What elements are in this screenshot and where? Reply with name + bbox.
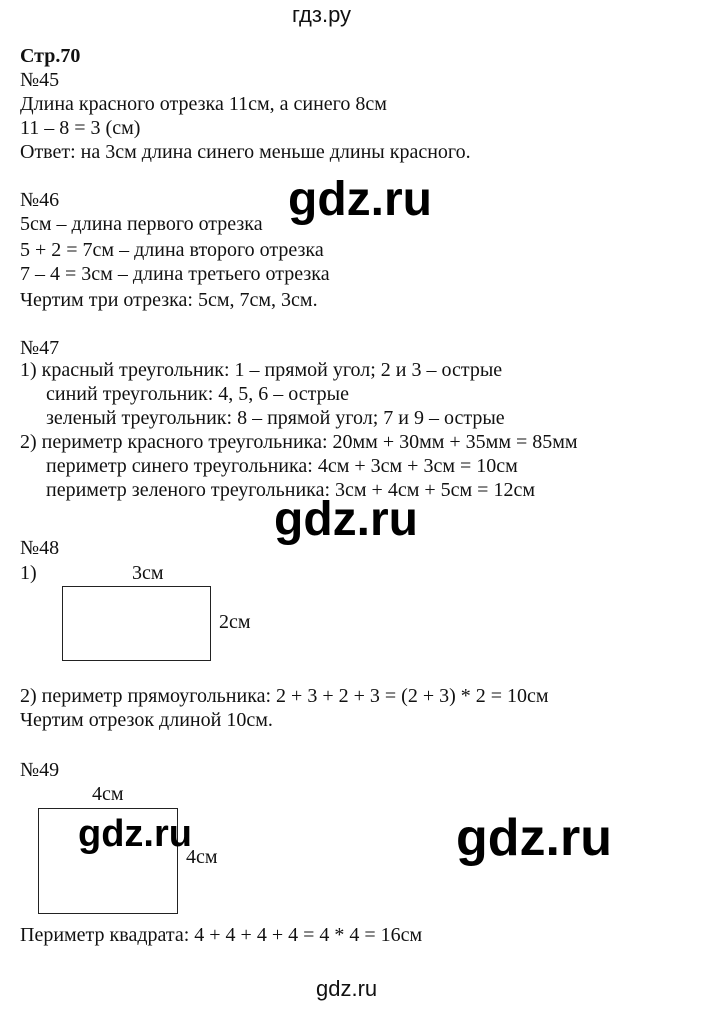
watermark: gdz.ru — [456, 809, 612, 867]
task-45-line: Длина красного отрезка 11см, а синего 8см — [20, 93, 387, 115]
rectangle-width-label: 3см — [132, 562, 164, 584]
task-45-line: 11 – 8 = 3 (см) — [20, 117, 141, 139]
watermark: gdz.ru — [288, 173, 432, 226]
rectangle-figure — [62, 586, 211, 661]
task-46-number: №46 — [20, 189, 60, 211]
task-49-number: №49 — [20, 759, 60, 781]
site-header: гдз.ру — [292, 2, 352, 27]
task-47-number: №47 — [20, 337, 60, 359]
page-title: Стр.70 — [20, 45, 81, 67]
task-48-line: Чертим отрезок длиной 10см. — [20, 709, 273, 731]
square-side-label-top: 4см — [92, 783, 124, 805]
rectangle-height-label: 2см — [219, 611, 251, 633]
task-48-number: №48 — [20, 537, 60, 559]
square-side-label-right: 4см — [186, 846, 218, 868]
watermark: gdz.ru — [274, 493, 418, 546]
watermark: gdz.ru — [78, 813, 192, 855]
task-46-line: 7 – 4 = 3см – длина третьего отрезка — [20, 263, 330, 285]
task-46-line: Чертим три отрезка: 5см, 7см, 3см. — [20, 289, 318, 311]
task-45-number: №45 — [20, 69, 60, 91]
task-48-item-1: 1) — [20, 562, 37, 584]
task-48-line: 2) периметр прямоугольника: 2 + 3 + 2 + 3 = (2 + 3) * 2 = 10см — [20, 685, 549, 707]
site-footer: gdz.ru — [316, 976, 378, 1001]
task-47-line: периметр синего треугольника: 4см + 3см + 3см = 10см — [46, 455, 518, 477]
task-46-line: 5см – длина первого отрезка — [20, 213, 263, 235]
task-46-line: 5 + 2 = 7см – длина второго отрезка — [20, 239, 324, 261]
task-47-line: синий треугольник: 4, 5, 6 – острые — [46, 383, 349, 405]
task-47-line: 1) красный треугольник: 1 – прямой угол; 2 и 3 – острые — [20, 359, 503, 381]
task-47-line: зеленый треугольник: 8 – прямой угол; 7 и 9 – острые — [46, 407, 505, 429]
task-47-line: периметр зеленого треугольника: 3см + 4см + 5см = 12см — [46, 479, 535, 501]
task-45-answer: Ответ: на 3см длина синего меньше длины красного. — [20, 141, 471, 163]
task-47-line: 2) периметр красного треугольника: 20мм + 30мм + 35мм = 85мм — [20, 431, 578, 453]
task-49-line: Периметр квадрата: 4 + 4 + 4 + 4 = 4 * 4 = 16см — [20, 924, 423, 946]
